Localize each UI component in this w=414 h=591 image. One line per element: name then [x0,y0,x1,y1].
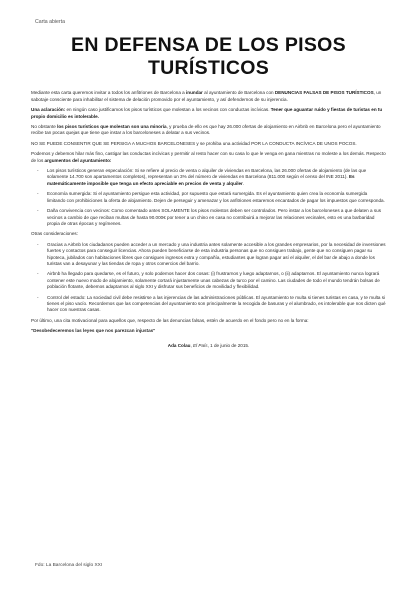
consideration-future: - Airbnb ha llegado para quedarse, es el futuro, y solo podemos hacer dos cosas: (i) frustrarnos y luego adaptarnos, o (ii) adaptarnos. El ayuntamiento nunca logrará contener este nuevo modo de alojamiento, solamente cortará injustamente unas cabezas de turco por el camino. Las ciudades de todo el mundo tendrán bolsas de población flotante, debemos adaptarnos al siglo XXI y disfrutar sus beneficios de movilidad y flexibilidad. [35,271,386,290]
considerations-list [31,242,386,314]
letter-label: Carta abierta [35,19,65,25]
argument-neighbours: - Daña convivencia con vecinos: Como comentado antes SOLAMENTE los pisos molestos deben ser controlados. Pero instar a los barceloneses a que delaten a sus vecinos a cambio de que reciban multas de hasta 90.000€ por tener a un chino en casa no contribuirá a mejorar las relaciones vecinales, esto es una barbaridad propia de otras épocas y regímenes. [35,208,386,227]
letter-title [31,34,386,80]
consideration-state-control: - Control del estado: La sociedad civil debe resistirse a las injerencias de las administraciones públicas. El ayuntamiento te multa si tienes turistas en casa, y te multa si tienes el piso vacío. Recordemos que las competencias del ayuntamiento son principalmente la recogida de basuras y el alumbrado, es intolerable que nos dicten qué hacer con nuestras casas. [35,295,386,314]
other-considerations-label: Otras consideraciones: [31,231,78,237]
letter-footer-signature: Fdo: La Barcelona del siglo XXI [35,563,103,568]
consideration-market-access: - Gracias a Airbnb los ciudadanos pueden acceder a un mercado y una industria antes solamente accesible a los grandes empresarios, por la necesidad de inversiones fuertes y contactos para conseguir licencias. Ahora pueden beneficiarse de esta industria personas que no consiguen trabajo, gente que no consiguen pagar su hipoteca, jubilados con habitaciones libres que consiguen ingresos extra y compañía, estudiantes que logran pagar así el alquiler, el del bar de abajo a donde los turistas van a desayunar y las tiendas de ropa y otros comercios del barrio. [35,242,386,268]
motivational-quote: "Desobedeceremos las leyes que nos parezcan injustas" [31,328,156,334]
argument-black-economy: - Economía sumergida: Si el ayuntamiento persigue esta actividad, por supuesto que estará sumergida. Es el ayuntamiento quien crea la economía sumergida limitando con prohibiciones la oferta de alojamiento. Dejen de perseguir y amenazar y los anfitriones estaremos encantados de pagar los impuestos que corresponda. [35,191,386,204]
we-can-paragraph: Podemos y debemos hilar más fino, castigar las conductas incívicas y permitir al resto hacer con su casa lo que le venga en gana mientras no moleste a los demás. Respecto de los argumentos del ayuntamiento: [31,151,386,163]
closing-paragraph: Por último, una cita motivacional para aquellos que, respecto de las denuncias falsas, estén de acuerdo en el fondo pero no en la forma: [31,317,309,323]
clarification-paragraph: Una aclaración: en ningún caso justificamos los pisos turísticos que molestan a los vecinos con conductas incívicas. Tener que aguantar ruido y fiestas de turistas en tu propio domicilio es intolerable. [31,107,383,119]
permit-paragraph: NO SE PUEDE CONSENTIR QUE SE PERSIGA A MUCHOS BARCELONESES y se prohiba una actividad POR LA CONDUCTA INCÍVICA DE UNOS POCOS. [31,140,357,146]
quote-attribution: Ada Colau, El País, 1 de junio de 2015. [167,342,250,348]
argument-speculation: - Los pisos turísticos generan especulación: Si se refiere al precio de venta o alquiler de viviendas en Barcelona, las 26.000 ofertas de alojamiento (de las que solamente 14.700 son apartamentos completos), representan un 3% del número de viviendas en Barcelona (811.000 según el censo del INE 2011). Es matemáticamente imposible que tenga un efecto apreciable en precios de venta y alquiler. [35,168,386,187]
title-line-2: TURÍSTICOS [147,57,270,80]
arguments-list [31,168,386,227]
intro-paragraph: Mediante esta carta queremos invitar a todos los anfitriones de Barcelona a inundar al ayuntamiento de Barcelona con DENUNCIAS FALSAS DE PISOS TURÍSTICOS, un sabotaje consciente para inhabilitar el sistema de delación promovido por el ayuntamiento, y así defendernos de su injerencia. [31,90,382,102]
minority-paragraph: No obstante los pisos turísticos que molestan son una minoría, y prueba de ello es que hay 26.000 ofertas de alojamiento en Airbnb en Barcelona pero el ayuntamiento recibe tan pocas quejas que tiene que instar a los barceloneses a delatar a sus vecinos. [31,124,381,136]
letter-body [31,90,386,349]
title-line-1: EN DEFENSA DE LOS PISOS [71,34,346,57]
